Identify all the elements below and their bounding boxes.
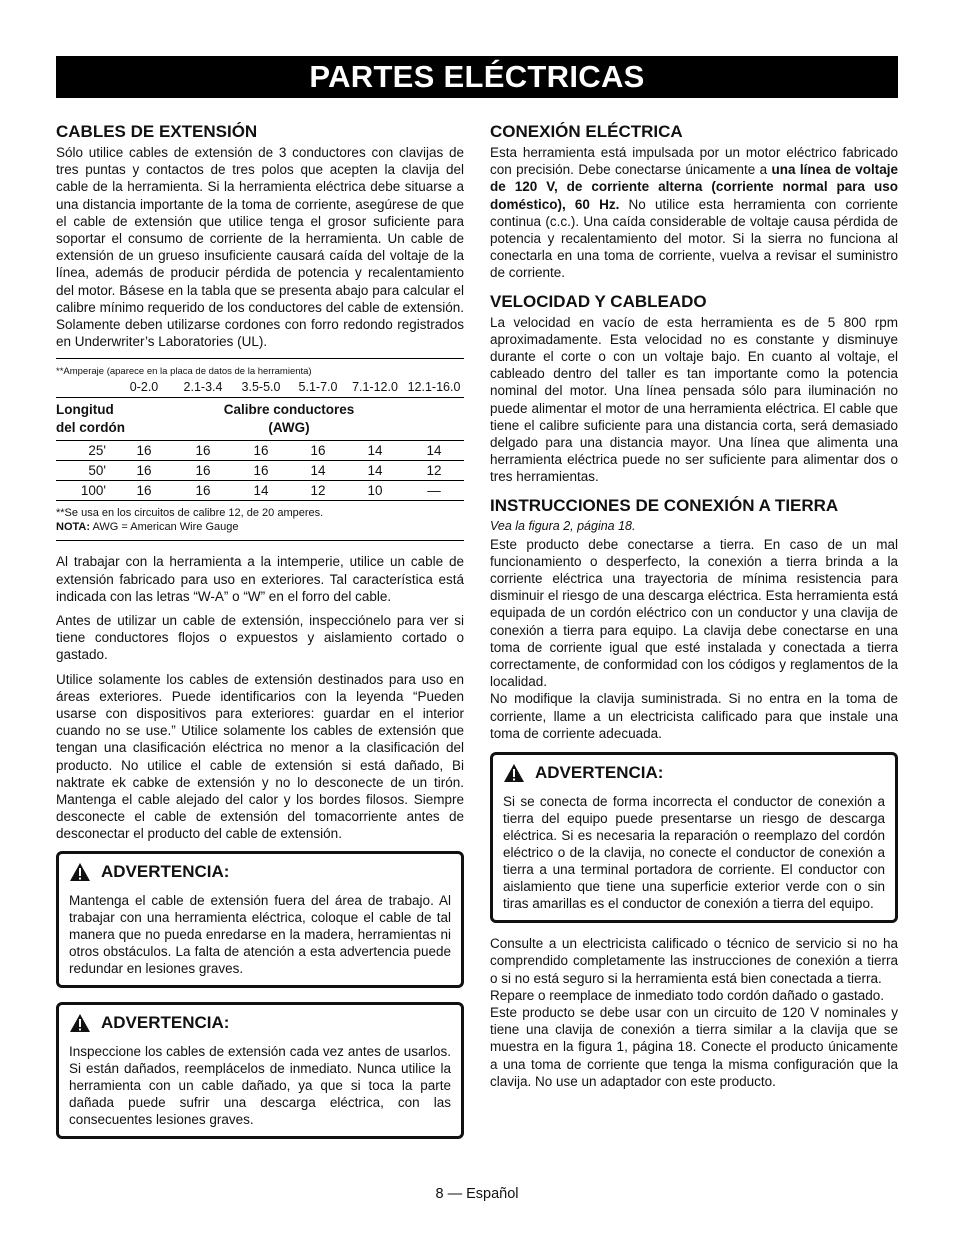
header-cord-length <box>56 398 174 441</box>
gauge-cell: 16 <box>114 461 174 481</box>
gauge-cell: 16 <box>114 481 174 501</box>
warning-triangle-icon <box>503 763 525 783</box>
note-text: AWG = American Wire Gauge <box>90 521 239 534</box>
warning-text: Si se conecta de forma incorrecta el conductor de conexión a tierra del equipo puede presentarse un riesgo de descarga eléctrica. Si es necesaria la reparación o reemplazo del cordón eléctrico o de la clavija, no conecte el conductor de conexión a tierra a una terminal portadora de corriente. El conductor con aislamiento que tiene una superficie exterior verde con o sin tiras amarillas es el conductor de conexión a tierra del equipo. <box>503 794 885 912</box>
header-gauge-line1: Calibre conductores <box>223 402 355 418</box>
range-cell: 0-2.0 <box>114 378 174 398</box>
extension-cord-table <box>56 358 464 534</box>
section-heading-electrical-connection: CONEXIÓN ELÉCTRICA <box>490 122 683 141</box>
range-cell: 3.5-5.0 <box>232 378 290 398</box>
circuit-paragraph: Este producto se debe usar con un circuito de 120 V nominales y tiene una clavija de conexión a tierra similar a la clavija que se muestra en la figura 1, página 18. Conecte el producto únicamente a una toma de corriente que tenga la misma configuración que la clavija. No use un adaptador con este producto. <box>490 1004 898 1089</box>
figure-reference: Vea la figura 2, página 18. <box>490 518 636 533</box>
gauge-cell: 10 <box>346 481 404 501</box>
table-row <box>56 481 464 501</box>
outdoor-use-paragraph: Utilice solamente los cables de extensión destinados para uso en áreas exteriores. Puede identificarios con la leyenda “Pueden usarse con dispositivos para exteriores: guardar en el interior cuando no se use.” Utilice solamente los cables de extensión que tengan una clasificación eléctrica no menor a la clasificación del producto. No utilice el cable de extensión si está dañado, Bi naktrate ek cabke de extensión y no lo desconecte de un tirón. Mantenga el cable alejado del calor y los bordes filosos. Siempre desconecte el cable de extensión del tomacorriente antes de desconectar el producto del cable de extensión. <box>56 671 464 842</box>
section-heading-speed-wiring: VELOCIDAD Y CABLEADO <box>490 291 707 311</box>
gauge-cell: 14 <box>232 481 290 501</box>
section-heading-extension-cords: CABLES DE EXTENSIÓN <box>56 122 258 141</box>
gauge-cell: 16 <box>232 441 290 461</box>
warning-label: ADVERTENCIA: <box>101 1012 230 1032</box>
table-amperage-note: **Amperaje (aparece en la placa de datos de la herramienta) <box>56 366 312 378</box>
header-gauge-line2: (AWG) <box>268 420 310 436</box>
header-length-line2: del cordón <box>56 420 126 436</box>
warning-box-grounding <box>490 752 898 923</box>
gauge-cell: 14 <box>404 441 464 461</box>
gauge-cell: 16 <box>174 481 232 501</box>
gauge-cell: — <box>404 481 464 501</box>
table-row <box>56 441 464 461</box>
table-row <box>56 461 464 481</box>
range-cell: 12.1-16.0 <box>404 378 464 398</box>
warning-box-work-area <box>56 851 464 988</box>
inspect-cord-paragraph: Antes de utilizar un cable de extensión, inspecciónelo para ver si tiene conductores flojos o expuestos y aislamiento cortado o gastado. <box>56 613 464 663</box>
electrical-connection-paragraph <box>490 144 898 282</box>
note-label: NOTA: <box>56 521 91 534</box>
consult-electrician-paragraph: Consulte a un electricista calificado o técnico de servicio si no ha comprendido completamente las instrucciones de conexión a tierra o si no está seguro si la herramienta está bien conectada a tierra. <box>490 936 898 986</box>
length-cell: 100' <box>56 481 114 501</box>
right-column <box>490 122 898 1090</box>
warning-triangle-icon <box>69 1013 91 1033</box>
warning-label: ADVERTENCIA: <box>101 861 230 881</box>
grounding-plug-paragraph: No modifique la clavija suministrada. Si no entra en la toma de corriente, llame a un electricista calificado para que instale una toma de corriente adecuada. <box>490 691 898 741</box>
warning-label: ADVERTENCIA: <box>535 763 664 783</box>
speed-wiring-paragraph: La velocidad en vacío de esta herramienta es de 5 800 rpm aproximadamente. Esta velocidad no es constante y disminuye durante el corte o con un voltaje bajo. En cuanto al voltaje, el cableado dentro del taller es tan importante como la potencia nominal del motor. Una línea pensada sólo para iluminación no puede alimentar el motor de una herramienta eléctrica. El cable que tiene el calibre suficiente para una distancia corta, será demasiado delgado para una distancia mayor. Una línea que alimenta una herramienta eléctrica puede no ser suficiente para alimentar dos o tres herramientas. <box>490 314 898 485</box>
page-title: PARTES ELÉCTRICAS <box>56 56 898 98</box>
repair-cord-paragraph: Repare o reemplace de inmediato todo cordón dañado o gastado. <box>490 987 885 1003</box>
gauge-cell: 16 <box>174 441 232 461</box>
table-footnote: **Se usa en los circuitos de calibre 12, de 20 amperes. <box>56 507 324 520</box>
section-heading-grounding: INSTRUCCIONES DE CONEXIÓN A TIERRA <box>490 495 839 515</box>
gauge-cell: 14 <box>346 441 404 461</box>
gauge-cell: 12 <box>290 481 346 501</box>
extension-cords-paragraph: Sólo utilice cables de extensión de 3 conductores con clavijas de tres puntas y contactos de tres polos que acepten la clavija del cable de la herramienta. Si la herramienta eléctrica debe situarse a una distancia importante de la toma de corriente, asegúrese de que el cable de extensión que utilice tenga el grosor suficiente para soportar el consumo de corriente de la herramienta. Un cable de extensión de un grueso insuficiente causará caída del voltaje de la línea, además de producir pérdida de potencia y recalentamiento del motor. Básese en la tabla que se presenta abajo para calcular el calibre mínimo requerido de los conductores del cable de extensión. Solamente deben utilizarse cordones con forro redondo registrados en Underwriter’s Laboratories (UL). <box>56 145 464 350</box>
range-cell: 7.1-12.0 <box>346 378 404 398</box>
page-footer: 8 — Español <box>435 1186 519 1202</box>
warning-box-inspect-cords <box>56 1002 464 1139</box>
table-header-row <box>56 398 464 441</box>
warning-triangle-icon <box>69 862 91 882</box>
header-gauge <box>174 398 404 441</box>
gauge-cell: 16 <box>174 461 232 481</box>
connection-text-a: Esta herramienta está impulsada por un motor eléctrico fabricado con precisión. Debe conectarse únicamente a <box>490 145 898 178</box>
gauge-cell: 12 <box>404 461 464 481</box>
table-amperage-ranges <box>56 378 464 398</box>
length-cell: 50' <box>56 461 114 481</box>
outdoor-cord-paragraph: Al trabajar con la herramienta a la intemperie, utilice un cable de extensión fabricado para uso en exteriores. Tal característica está indicada con las letras “W-A” o “W” en el forro del cable. <box>56 554 464 604</box>
grounding-paragraph: Este producto debe conectarse a tierra. En caso de un mal funcionamiento o desperfecto, la conexión a tierra brinda a la corriente eléctrica una trayectoria de mínima resistencia para disminuir el riesgo de una descarga eléctrica. Esta herramienta está equipada de un cordón eléctrico con un conductor y una clavija de conexión a tierra para equipo. La clavija debe conectarse en una toma de corriente igual que esté instalada y conectada a tierra correctamente, de conformidad con los códigos y reglamentos de la localidad. <box>490 536 898 690</box>
gauge-cell: 16 <box>232 461 290 481</box>
warning-text: Inspeccione los cables de extensión cada vez antes de usarlos. Si están dañados, reemplácelos de inmediato. Nunca utilice la herramienta con un cable dañado, ya que si toca la parte dañada puede sufrir una descarga eléctrica, con las consecuentes lesiones graves. <box>69 1043 451 1127</box>
gauge-cell: 14 <box>290 461 346 481</box>
gauge-cell: 16 <box>114 441 174 461</box>
connection-text-b: No utilice esta herramienta con corriente continua (c.c.). Una caída considerable de voltaje causa pérdida de potencia y recalentamiento del motor. Si la sierra no funciona al conectarla en una toma de corriente, vuelva a revisar el suministro de corriente. <box>490 196 899 281</box>
gauge-cell: 16 <box>290 441 346 461</box>
warning-text: Mantenga el cable de extensión fuera del área de trabajo. Al trabajar con una herramienta eléctrica, coloque el cable de tal manera que no pueda enredarse en la madera, herramientas ni otros obstáculos. La falta de atención a esta advertencia puede redundar en lesiones graves. <box>69 892 451 976</box>
left-column <box>56 122 464 1139</box>
table-note <box>56 520 464 534</box>
range-cell: 5.1-7.0 <box>290 378 346 398</box>
connection-text-bold: una línea de voltaje de 120 V, de corriente alterna (corriente normal para uso doméstico), 60 Hz. <box>490 162 898 212</box>
gauge-cell: 14 <box>346 461 404 481</box>
table-bottom-rule <box>56 540 464 553</box>
range-cell: 2.1-3.4 <box>174 378 232 398</box>
length-cell: 25' <box>56 441 114 461</box>
header-length-line1: Longitud <box>56 402 114 418</box>
